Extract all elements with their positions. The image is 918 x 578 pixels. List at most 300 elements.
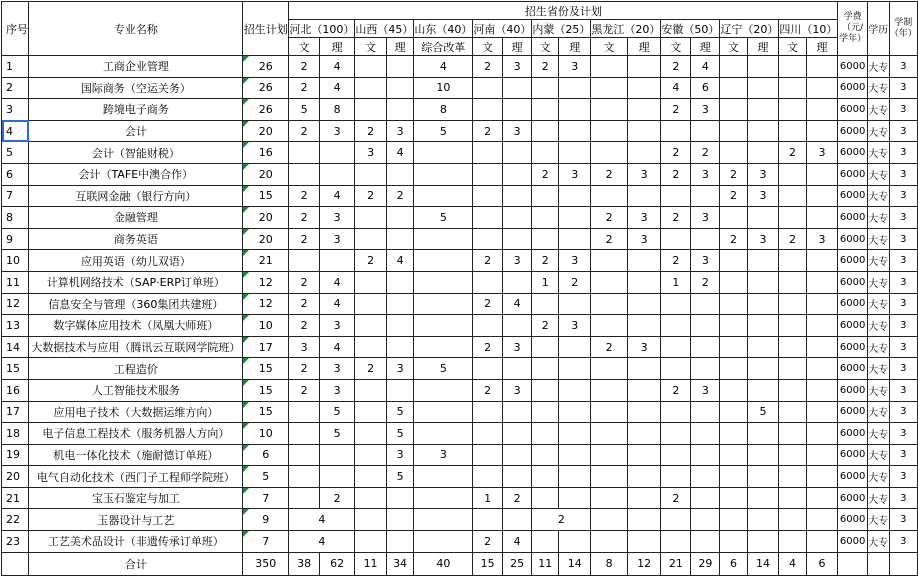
cell-value[interactable] xyxy=(628,509,661,531)
cell-years[interactable]: 3 xyxy=(889,228,918,250)
cell-value[interactable] xyxy=(747,250,779,272)
cell-seq[interactable]: 18 xyxy=(2,423,29,445)
cell-edu[interactable]: 大专 xyxy=(867,207,889,229)
cell-value[interactable] xyxy=(661,120,691,142)
cell-value[interactable] xyxy=(355,77,386,99)
cell-total-value[interactable]: 40 xyxy=(414,552,473,575)
cell-fee[interactable]: 6000 xyxy=(838,120,868,142)
cell-value[interactable] xyxy=(747,142,779,164)
cell-value[interactable]: 3 xyxy=(691,207,720,229)
cell-value[interactable] xyxy=(532,99,559,121)
cell-fee[interactable]: 6000 xyxy=(838,401,868,423)
cell-value[interactable] xyxy=(806,120,838,142)
cell-value[interactable] xyxy=(502,358,532,380)
cell-value[interactable] xyxy=(386,77,414,99)
cell-value[interactable]: 2 xyxy=(502,487,532,509)
cell-total-value[interactable]: 6 xyxy=(806,552,838,575)
header-subject[interactable]: 文 xyxy=(473,38,503,56)
cell-fee[interactable]: 6000 xyxy=(838,444,868,466)
cell-value[interactable]: 3 xyxy=(559,163,591,185)
cell-value[interactable] xyxy=(779,77,806,99)
cell-value[interactable] xyxy=(355,379,386,401)
cell-value[interactable] xyxy=(661,336,691,358)
cell-value[interactable] xyxy=(473,358,503,380)
cell-fee[interactable]: 6000 xyxy=(838,228,868,250)
cell-value[interactable]: 4 xyxy=(386,250,414,272)
cell-seq[interactable]: 7 xyxy=(2,185,29,207)
cell-value[interactable] xyxy=(559,293,591,315)
cell-value[interactable] xyxy=(628,487,661,509)
cell-value[interactable] xyxy=(747,207,779,229)
cell-value[interactable] xyxy=(661,423,691,445)
cell-seq[interactable]: 14 xyxy=(2,336,29,358)
cell-years[interactable]: 3 xyxy=(889,423,918,445)
cell-seq[interactable]: 19 xyxy=(2,444,29,466)
cell-value[interactable] xyxy=(779,163,806,185)
cell-value[interactable] xyxy=(355,509,386,531)
cell-edu[interactable]: 大专 xyxy=(867,120,889,142)
cell-value[interactable]: 3 xyxy=(319,228,354,250)
cell-value[interactable] xyxy=(747,509,779,531)
cell-value[interactable] xyxy=(532,185,559,207)
header-major[interactable]: 专业名称 xyxy=(29,2,243,56)
cell-value[interactable]: 4 xyxy=(502,531,532,553)
cell-years[interactable]: 3 xyxy=(889,163,918,185)
cell-value[interactable] xyxy=(502,207,532,229)
cell-edu[interactable]: 大专 xyxy=(867,163,889,185)
cell-value[interactable]: 2 xyxy=(661,487,691,509)
cell-value[interactable] xyxy=(720,56,747,78)
cell-plan[interactable]: 20 xyxy=(243,228,289,250)
header-province[interactable]: 四川（10） xyxy=(779,20,838,38)
cell-value[interactable] xyxy=(806,509,838,531)
cell-value[interactable] xyxy=(559,487,591,509)
cell-value[interactable] xyxy=(532,531,559,553)
cell-value[interactable] xyxy=(661,315,691,337)
cell-value[interactable] xyxy=(473,77,503,99)
cell-fee[interactable]: 6000 xyxy=(838,207,868,229)
cell-value[interactable]: 5 xyxy=(747,401,779,423)
cell-fee[interactable]: 6000 xyxy=(838,423,868,445)
cell-plan[interactable]: 12 xyxy=(243,293,289,315)
cell-plan[interactable]: 26 xyxy=(243,77,289,99)
cell-value[interactable]: 3 xyxy=(319,379,354,401)
header-fee[interactable]: 学费（元/学年） xyxy=(838,2,868,56)
cell-plan[interactable]: 15 xyxy=(243,185,289,207)
cell-edu[interactable]: 大专 xyxy=(867,77,889,99)
cell-value[interactable]: 3 xyxy=(319,315,354,337)
cell-value[interactable]: 2 xyxy=(661,163,691,185)
cell-value[interactable] xyxy=(355,163,386,185)
header-subject[interactable]: 文 xyxy=(720,38,747,56)
header-subject[interactable]: 综合改革 xyxy=(414,38,473,56)
cell-major[interactable]: 工艺美术品设计（非遗传承订单班） xyxy=(29,531,243,553)
cell-value[interactable]: 2 xyxy=(355,358,386,380)
cell-value[interactable] xyxy=(591,444,628,466)
cell-seq[interactable]: 21 xyxy=(2,487,29,509)
cell-edu[interactable]: 大专 xyxy=(867,336,889,358)
header-province[interactable]: 黑龙江（20） xyxy=(591,20,661,38)
cell-value[interactable] xyxy=(386,163,414,185)
cell-value[interactable] xyxy=(779,336,806,358)
header-subject[interactable]: 理 xyxy=(559,38,591,56)
cell-value[interactable] xyxy=(628,142,661,164)
cell-value[interactable] xyxy=(628,379,661,401)
cell-years[interactable]: 3 xyxy=(889,336,918,358)
cell-value[interactable] xyxy=(355,401,386,423)
cell-value[interactable] xyxy=(720,509,747,531)
cell-value[interactable] xyxy=(591,77,628,99)
cell-plan[interactable]: 9 xyxy=(243,509,289,531)
cell-value[interactable]: 2 xyxy=(661,142,691,164)
cell-value[interactable] xyxy=(532,379,559,401)
cell-edu[interactable]: 大专 xyxy=(867,487,889,509)
header-province[interactable]: 辽宁（20） xyxy=(720,20,779,38)
cell-value[interactable] xyxy=(532,466,559,488)
cell-value[interactable] xyxy=(414,271,473,293)
cell-fee[interactable]: 6000 xyxy=(838,336,868,358)
cell-value[interactable] xyxy=(559,466,591,488)
cell-value[interactable] xyxy=(747,315,779,337)
cell-value[interactable] xyxy=(355,487,386,509)
cell-value[interactable] xyxy=(747,444,779,466)
cell-plan[interactable]: 15 xyxy=(243,358,289,380)
cell-fee[interactable]: 6000 xyxy=(838,163,868,185)
cell-value[interactable]: 2 xyxy=(591,336,628,358)
cell-value[interactable] xyxy=(532,207,559,229)
cell-value[interactable]: 3 xyxy=(289,336,320,358)
cell-value[interactable] xyxy=(414,250,473,272)
cell-seq[interactable]: 15 xyxy=(2,358,29,380)
cell-value[interactable]: 6 xyxy=(691,77,720,99)
cell-major[interactable]: 宝玉石鉴定与加工 xyxy=(29,487,243,509)
cell-value[interactable]: 5 xyxy=(319,423,354,445)
cell-value[interactable] xyxy=(806,379,838,401)
cell-years[interactable]: 3 xyxy=(889,142,918,164)
cell-major[interactable]: 会计 xyxy=(29,120,243,142)
cell-value[interactable] xyxy=(591,315,628,337)
cell-value[interactable]: 2 xyxy=(289,293,320,315)
cell-value[interactable] xyxy=(414,423,473,445)
cell-value[interactable] xyxy=(414,509,473,531)
cell-major[interactable]: 数字媒体应用技术（凤凰大师班） xyxy=(29,315,243,337)
cell-value[interactable]: 3 xyxy=(319,120,354,142)
cell-value[interactable] xyxy=(473,401,503,423)
cell-value[interactable] xyxy=(628,56,661,78)
cell-value[interactable] xyxy=(779,423,806,445)
cell-value[interactable] xyxy=(779,401,806,423)
cell-value[interactable] xyxy=(806,401,838,423)
cell-value[interactable] xyxy=(502,271,532,293)
cell-value[interactable]: 3 xyxy=(502,250,532,272)
cell-value[interactable] xyxy=(591,401,628,423)
cell-major[interactable]: 跨境电子商务 xyxy=(29,99,243,121)
cell-seq[interactable]: 1 xyxy=(2,56,29,78)
cell-value[interactable] xyxy=(691,293,720,315)
cell-value[interactable]: 2 xyxy=(473,120,503,142)
cell-value[interactable]: 3 xyxy=(747,185,779,207)
cell-major[interactable]: 会计（智能财税） xyxy=(29,142,243,164)
cell-plan[interactable]: 7 xyxy=(243,487,289,509)
cell-value[interactable] xyxy=(559,185,591,207)
cell-edu[interactable]: 大专 xyxy=(867,185,889,207)
cell-value[interactable]: 2 xyxy=(473,336,503,358)
cell-value[interactable]: 3 xyxy=(691,163,720,185)
cell-total-value[interactable]: 11 xyxy=(355,552,386,575)
cell-value[interactable] xyxy=(532,423,559,445)
cell-value[interactable] xyxy=(355,99,386,121)
cell-value[interactable] xyxy=(591,509,628,531)
cell-value[interactable] xyxy=(386,207,414,229)
cell-value[interactable]: 2 xyxy=(319,487,354,509)
cell-seq[interactable]: 4 xyxy=(2,120,29,142)
cell-total-value[interactable]: 8 xyxy=(591,552,628,575)
cell-value[interactable]: 2 xyxy=(289,228,320,250)
cell-value[interactable]: 2 xyxy=(591,228,628,250)
cell-value[interactable] xyxy=(559,336,591,358)
cell-value[interactable]: 2 xyxy=(289,185,320,207)
cell-value[interactable]: 2 xyxy=(386,185,414,207)
cell-value[interactable] xyxy=(806,315,838,337)
cell-value[interactable] xyxy=(502,228,532,250)
cell-value[interactable] xyxy=(628,444,661,466)
cell-value[interactable] xyxy=(386,531,414,553)
cell-fee[interactable]: 6000 xyxy=(838,379,868,401)
cell-value[interactable] xyxy=(591,379,628,401)
cell-value[interactable] xyxy=(747,293,779,315)
cell-value[interactable] xyxy=(691,315,720,337)
cell-value[interactable] xyxy=(747,358,779,380)
cell-value[interactable] xyxy=(473,185,503,207)
cell-years[interactable]: 3 xyxy=(889,358,918,380)
cell-value[interactable] xyxy=(559,207,591,229)
cell-value[interactable] xyxy=(628,423,661,445)
cell-plan[interactable]: 20 xyxy=(243,163,289,185)
cell-value[interactable] xyxy=(661,531,691,553)
cell-value[interactable] xyxy=(532,444,559,466)
cell-major[interactable]: 应用英语（幼儿双语） xyxy=(29,250,243,272)
cell-total-value[interactable]: 34 xyxy=(386,552,414,575)
cell-value[interactable] xyxy=(779,358,806,380)
cell-years[interactable]: 3 xyxy=(889,379,918,401)
cell-value[interactable] xyxy=(355,423,386,445)
cell-value[interactable]: 3 xyxy=(747,163,779,185)
cell-value[interactable] xyxy=(414,293,473,315)
header-subject[interactable]: 理 xyxy=(386,38,414,56)
cell-value[interactable] xyxy=(747,271,779,293)
cell-value[interactable] xyxy=(591,487,628,509)
cell-edu[interactable]: 大专 xyxy=(867,466,889,488)
cell-value[interactable] xyxy=(559,142,591,164)
cell-value[interactable] xyxy=(355,56,386,78)
cell-total-value[interactable]: 38 xyxy=(289,552,320,575)
cell-value[interactable] xyxy=(806,423,838,445)
cell-value[interactable] xyxy=(319,444,354,466)
header-subject[interactable]: 理 xyxy=(628,38,661,56)
cell-value[interactable] xyxy=(779,250,806,272)
cell-value[interactable] xyxy=(747,487,779,509)
cell-value[interactable]: 2 xyxy=(289,207,320,229)
cell-years[interactable]: 3 xyxy=(889,509,918,531)
cell-value[interactable] xyxy=(779,487,806,509)
cell-value[interactable] xyxy=(720,271,747,293)
cell-value[interactable] xyxy=(559,77,591,99)
cell-value[interactable] xyxy=(747,56,779,78)
cell-total-value[interactable]: 14 xyxy=(559,552,591,575)
cell-value[interactable]: 2 xyxy=(779,228,806,250)
cell-value[interactable] xyxy=(720,142,747,164)
header-subject[interactable]: 文 xyxy=(779,38,806,56)
header-province[interactable]: 内蒙（25） xyxy=(532,20,591,38)
cell-value[interactable]: 3 xyxy=(691,99,720,121)
cell-seq[interactable]: 3 xyxy=(2,99,29,121)
cell-value[interactable] xyxy=(532,77,559,99)
cell-major[interactable]: 应用电子技术（大数据运维方向） xyxy=(29,401,243,423)
cell-value[interactable] xyxy=(319,466,354,488)
cell-value[interactable] xyxy=(502,142,532,164)
cell-value[interactable] xyxy=(806,250,838,272)
cell-value[interactable] xyxy=(386,271,414,293)
cell-plan[interactable]: 15 xyxy=(243,379,289,401)
cell-plan[interactable]: 6 xyxy=(243,444,289,466)
cell-value[interactable] xyxy=(289,163,320,185)
cell-value[interactable] xyxy=(473,315,503,337)
cell-value[interactable] xyxy=(779,293,806,315)
cell-value[interactable] xyxy=(591,423,628,445)
cell-value[interactable]: 3 xyxy=(628,228,661,250)
cell-value[interactable] xyxy=(628,271,661,293)
cell-value[interactable] xyxy=(691,487,720,509)
cell-value[interactable] xyxy=(289,444,320,466)
cell-seq[interactable]: 5 xyxy=(2,142,29,164)
cell-value[interactable] xyxy=(747,120,779,142)
cell-value[interactable] xyxy=(386,293,414,315)
cell-value[interactable] xyxy=(559,531,591,553)
cell-value[interactable]: 4 xyxy=(289,531,355,553)
cell-value[interactable] xyxy=(591,185,628,207)
cell-value[interactable]: 3 xyxy=(559,250,591,272)
cell-edu[interactable]: 大专 xyxy=(867,379,889,401)
cell-major[interactable]: 玉器设计与工艺 xyxy=(29,509,243,531)
cell-value[interactable]: 5 xyxy=(414,207,473,229)
cell-value[interactable] xyxy=(806,185,838,207)
cell-value[interactable] xyxy=(628,358,661,380)
cell-value[interactable] xyxy=(691,336,720,358)
header-provinces-title[interactable]: 招生省份及计划 xyxy=(289,2,838,20)
cell-value[interactable] xyxy=(591,531,628,553)
cell-years[interactable] xyxy=(889,552,918,575)
cell-value[interactable] xyxy=(661,401,691,423)
cell-value[interactable] xyxy=(532,358,559,380)
cell-seq[interactable]: 23 xyxy=(2,531,29,553)
cell-value[interactable] xyxy=(691,185,720,207)
cell-total-value[interactable]: 62 xyxy=(319,552,354,575)
cell-plan[interactable]: 15 xyxy=(243,401,289,423)
cell-value[interactable]: 2 xyxy=(779,142,806,164)
cell-plan[interactable]: 5 xyxy=(243,466,289,488)
header-province[interactable]: 河北（100） xyxy=(289,20,355,38)
cell-major[interactable]: 互联网金融（银行方向） xyxy=(29,185,243,207)
cell-value[interactable] xyxy=(720,77,747,99)
cell-value[interactable] xyxy=(386,509,414,531)
cell-edu[interactable]: 大专 xyxy=(867,250,889,272)
cell-value[interactable]: 3 xyxy=(386,444,414,466)
cell-value[interactable] xyxy=(386,487,414,509)
cell-value[interactable]: 8 xyxy=(414,99,473,121)
cell-value[interactable] xyxy=(691,531,720,553)
header-subject[interactable]: 理 xyxy=(691,38,720,56)
cell-value[interactable]: 2 xyxy=(720,185,747,207)
cell-value[interactable] xyxy=(691,401,720,423)
cell-value[interactable] xyxy=(502,444,532,466)
cell-years[interactable]: 3 xyxy=(889,487,918,509)
cell-plan[interactable]: 21 xyxy=(243,250,289,272)
cell-plan[interactable]: 20 xyxy=(243,120,289,142)
cell-value[interactable] xyxy=(628,77,661,99)
cell-value[interactable] xyxy=(532,228,559,250)
cell-value[interactable] xyxy=(502,163,532,185)
cell-total-value[interactable]: 6 xyxy=(720,552,747,575)
cell-value[interactable] xyxy=(502,185,532,207)
cell-total-value[interactable]: 21 xyxy=(661,552,691,575)
cell-value[interactable] xyxy=(355,228,386,250)
cell-value[interactable] xyxy=(779,315,806,337)
cell-major[interactable]: 人工智能技术服务 xyxy=(29,379,243,401)
cell-value[interactable] xyxy=(414,466,473,488)
cell-value[interactable]: 3 xyxy=(502,120,532,142)
cell-total-value[interactable]: 12 xyxy=(628,552,661,575)
cell-years[interactable]: 3 xyxy=(889,250,918,272)
cell-value[interactable] xyxy=(720,358,747,380)
cell-value[interactable] xyxy=(355,271,386,293)
cell-value[interactable]: 5 xyxy=(289,99,320,121)
cell-seq[interactable]: 6 xyxy=(2,163,29,185)
cell-value[interactable]: 4 xyxy=(319,56,354,78)
cell-edu[interactable]: 大专 xyxy=(867,444,889,466)
header-province[interactable]: 山西（45） xyxy=(355,20,414,38)
cell-value[interactable] xyxy=(559,423,591,445)
cell-value[interactable] xyxy=(289,401,320,423)
cell-value[interactable] xyxy=(779,466,806,488)
cell-fee[interactable]: 6000 xyxy=(838,99,868,121)
cell-value[interactable] xyxy=(559,379,591,401)
cell-value[interactable] xyxy=(628,531,661,553)
cell-value[interactable]: 3 xyxy=(806,228,838,250)
cell-plan[interactable]: 26 xyxy=(243,99,289,121)
header-province[interactable]: 安徽（50） xyxy=(661,20,720,38)
cell-major[interactable]: 工程造价 xyxy=(29,358,243,380)
cell-seq[interactable]: 22 xyxy=(2,509,29,531)
cell-seq[interactable]: 12 xyxy=(2,293,29,315)
cell-value[interactable] xyxy=(532,142,559,164)
cell-value[interactable] xyxy=(414,163,473,185)
cell-value[interactable] xyxy=(747,336,779,358)
cell-value[interactable] xyxy=(779,185,806,207)
cell-value[interactable] xyxy=(532,336,559,358)
cell-value[interactable] xyxy=(779,99,806,121)
cell-value[interactable] xyxy=(806,163,838,185)
cell-value[interactable]: 2 xyxy=(473,293,503,315)
cell-value[interactable]: 2 xyxy=(720,163,747,185)
cell-years[interactable]: 3 xyxy=(889,99,918,121)
cell-value[interactable] xyxy=(289,466,320,488)
cell-value[interactable]: 4 xyxy=(502,293,532,315)
cell-total-value[interactable]: 4 xyxy=(779,552,806,575)
cell-value[interactable] xyxy=(386,336,414,358)
cell-value[interactable] xyxy=(747,531,779,553)
cell-seq[interactable]: 8 xyxy=(2,207,29,229)
cell-value[interactable]: 2 xyxy=(691,142,720,164)
